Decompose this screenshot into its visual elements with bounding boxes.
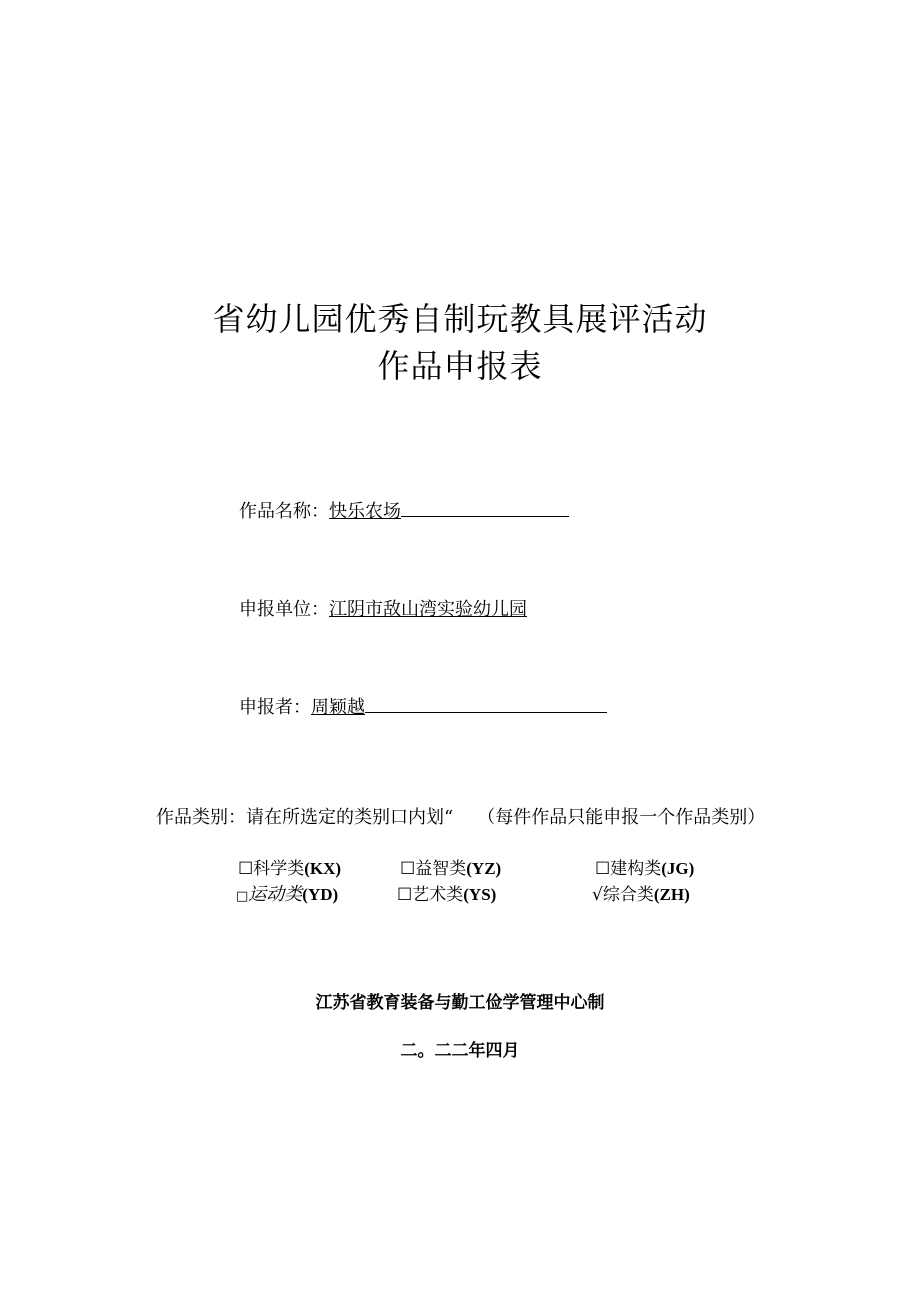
title-line-1: 省幼儿园优秀自制玩教具展评活动	[212, 300, 708, 338]
category-code: (YS)	[463, 885, 497, 904]
work-name-value: 快乐农场	[329, 501, 401, 522]
category-label: 作品类别：	[156, 807, 246, 828]
category-code: (KX)	[304, 859, 342, 878]
category-name: 科学类	[253, 859, 305, 879]
checkbox-icon[interactable]: ☐	[595, 859, 611, 879]
checkmark-icon[interactable]: √	[592, 885, 603, 905]
category-item-jg[interactable]	[595, 854, 694, 879]
category-code: (ZH)	[653, 885, 690, 904]
category-name: 运动类	[248, 884, 303, 905]
category-code: (YD)	[302, 885, 339, 904]
checkbox-icon[interactable]: ☐	[400, 859, 416, 879]
applicant-underline	[365, 694, 607, 713]
title-line-2: 作品申报表	[377, 347, 543, 385]
work-name-label: 作品名称：	[239, 501, 329, 522]
category-name: 艺术类	[412, 885, 464, 905]
category-code: (JG)	[661, 859, 695, 878]
category-code: (YZ)	[466, 859, 502, 878]
category-item-yz[interactable]	[400, 854, 501, 879]
unit-value: 江阴市敌山湾实验幼儿园	[329, 599, 527, 620]
checkbox-icon[interactable]: □	[236, 889, 249, 904]
category-instruction-note: （每件作品只能申报一个作品类别）	[477, 807, 766, 828]
applicant-value: 周颖越	[311, 697, 365, 718]
issuer: 江苏省教育装备与勤工俭学管理中心制	[315, 993, 605, 1013]
applicant-label: 申报者：	[239, 697, 311, 718]
checkbox-icon[interactable]: ☐	[397, 885, 413, 905]
category-name: 建构类	[610, 859, 662, 879]
category-name: 益智类	[415, 859, 467, 879]
checkbox-icon[interactable]: ☐	[238, 859, 254, 879]
category-instruction-text: 请在所选定的类别口内划“	[246, 807, 454, 828]
category-item-zh[interactable]	[592, 880, 690, 905]
unit-field	[239, 595, 527, 621]
issue-date: 二。二二年四月	[400, 1041, 520, 1061]
category-item-yd[interactable]	[236, 880, 338, 906]
category-instruction	[156, 803, 765, 829]
category-name: 综合类	[602, 885, 654, 905]
category-item-kx[interactable]	[238, 854, 341, 879]
category-item-ys[interactable]	[397, 880, 496, 905]
unit-label: 申报单位：	[239, 599, 329, 620]
work-name-underline	[401, 498, 569, 517]
applicant-field	[239, 693, 607, 719]
work-name-field	[239, 497, 569, 523]
